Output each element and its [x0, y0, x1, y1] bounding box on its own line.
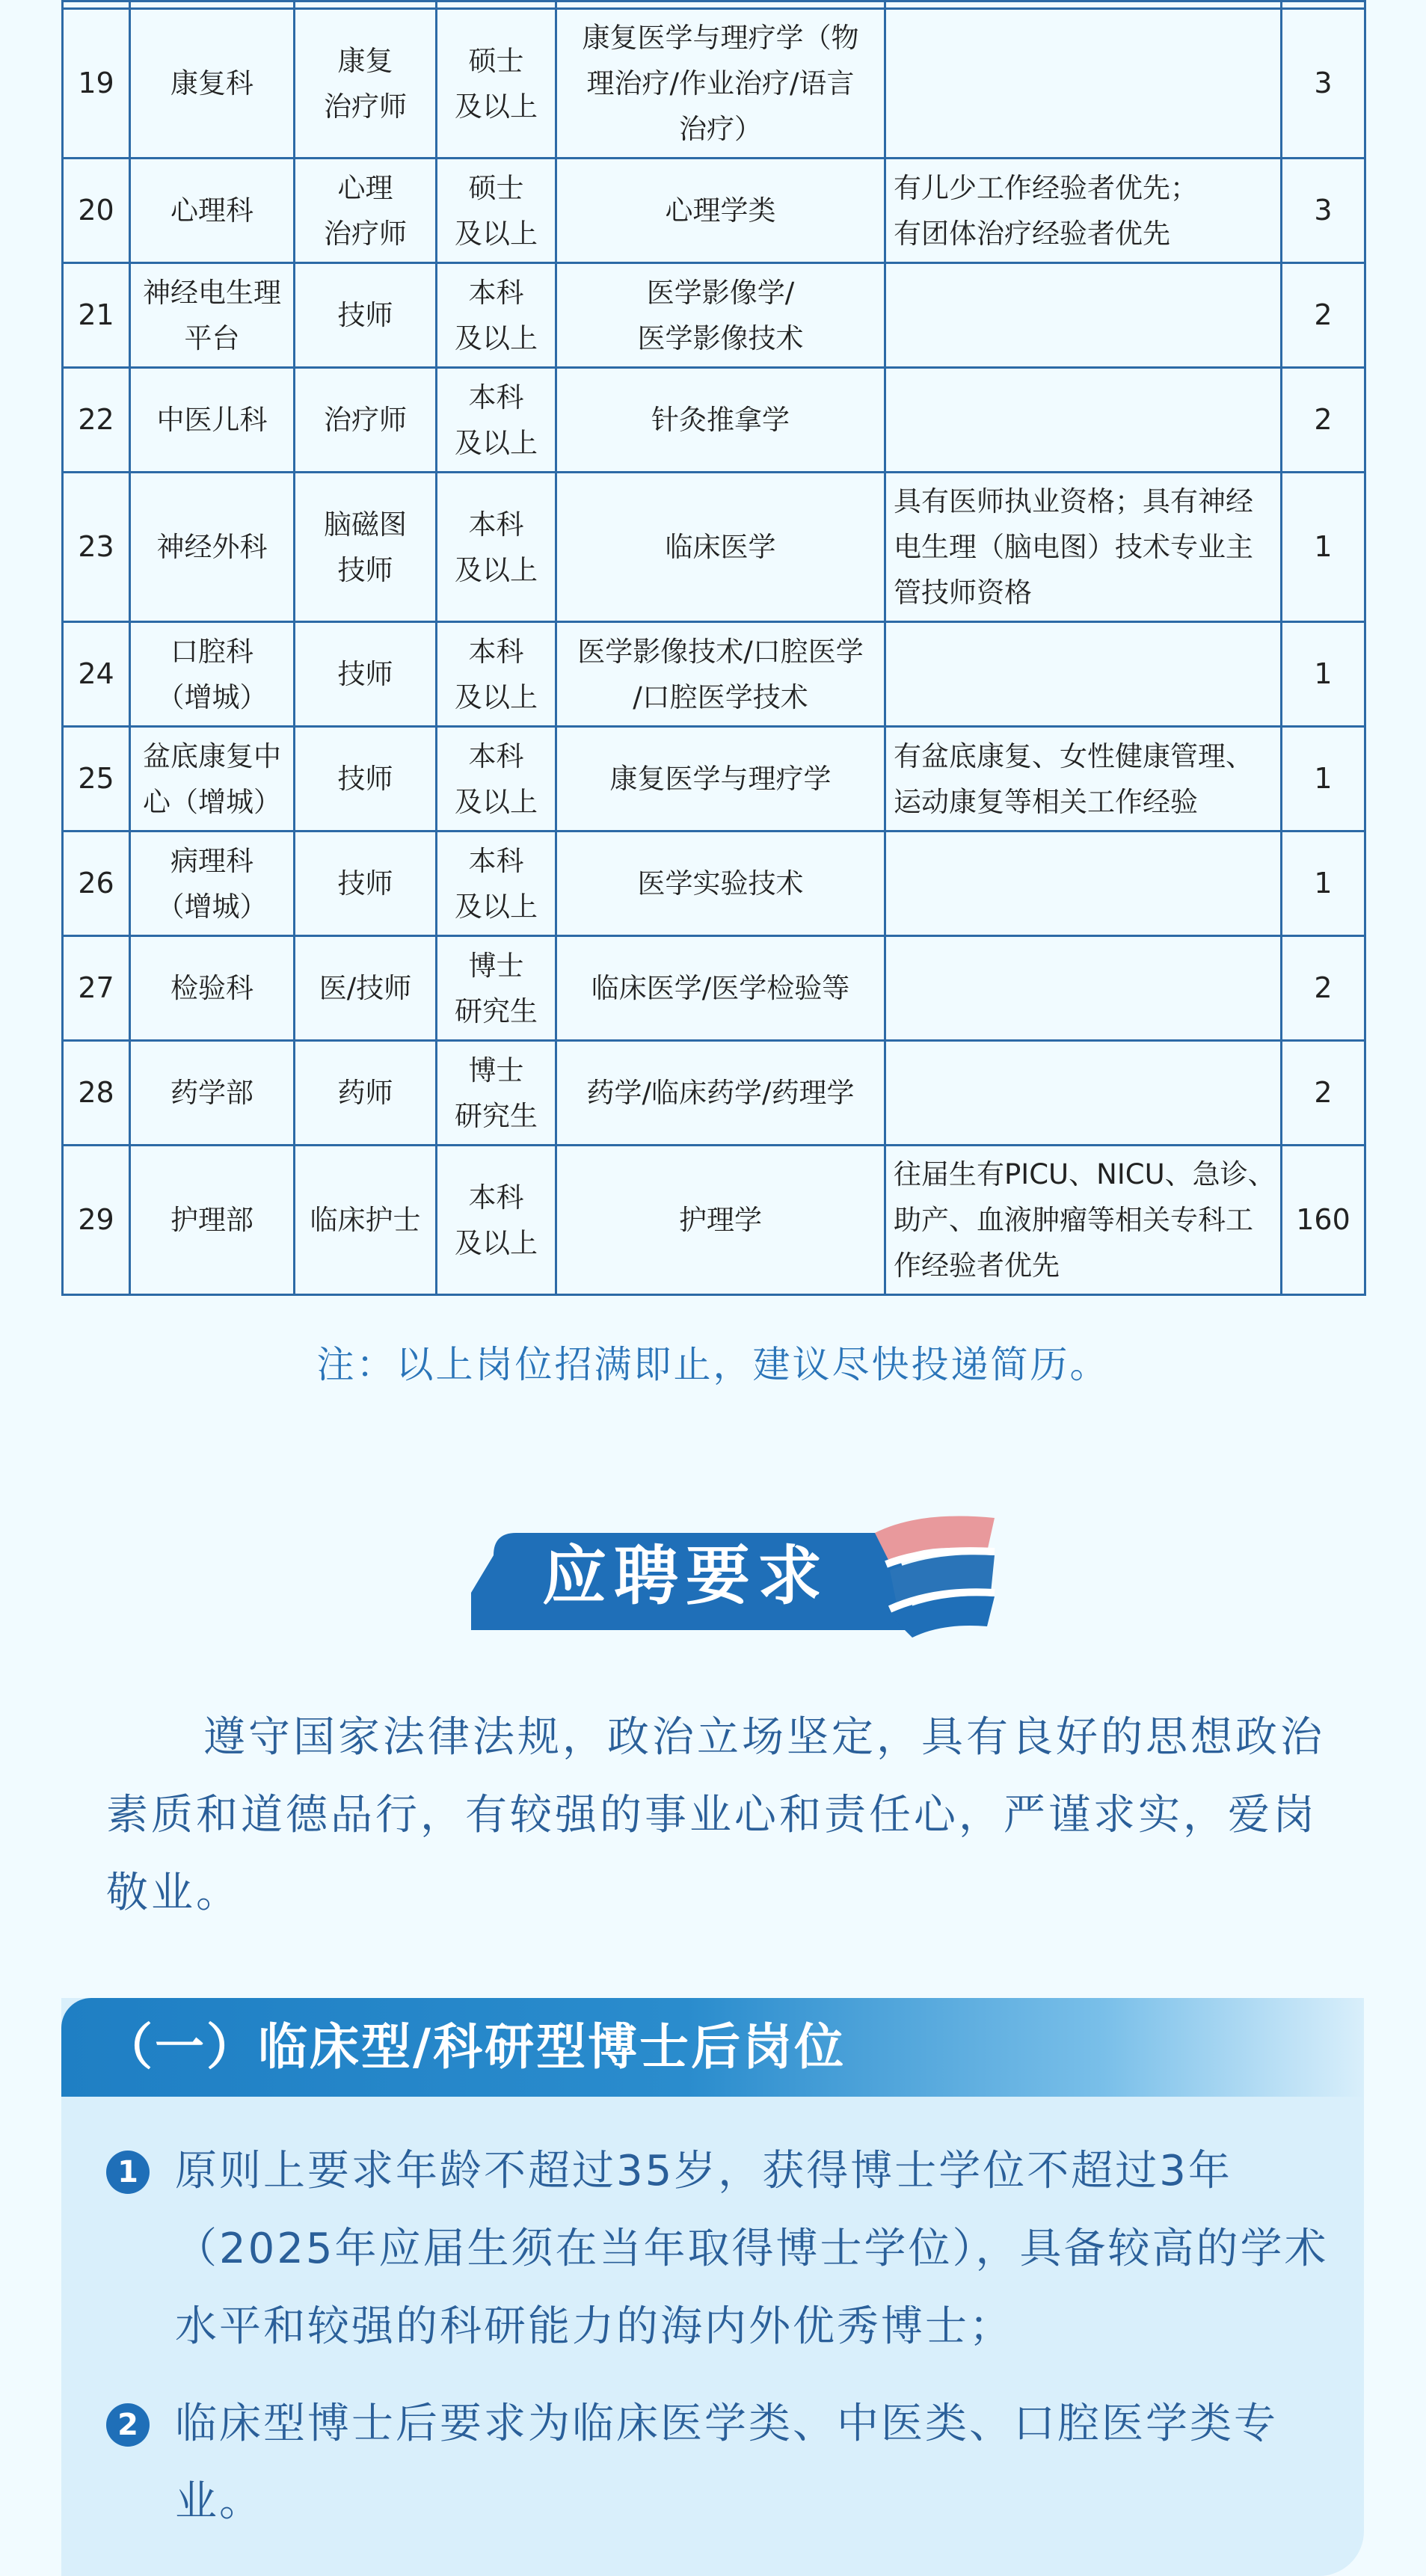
cell-dept: 神经电生理 平台 [130, 263, 295, 368]
cell-post: 技师 [295, 831, 437, 936]
cell-dept: 神经外科 [130, 473, 295, 622]
cell-major: 医学影像技术/口腔医学 /口腔医学技术 [556, 622, 885, 727]
cell-edu: 硕士 及以上 [437, 9, 556, 159]
cell-edu: 本科 及以上 [437, 263, 556, 368]
cell-no: 26 [63, 831, 130, 936]
table-row [63, 727, 1365, 831]
cell-major: 药学/临床药学/药理学 [556, 1041, 885, 1146]
table-row [63, 936, 1365, 1041]
cell-edu: 本科 及以上 [437, 831, 556, 936]
cell-dept: 康复科 [130, 9, 295, 159]
requirement-text: 临床型博士后要求为临床医学类、中医类、口腔医学类专业。 [175, 2400, 1278, 2526]
cell-major: 护理学 [556, 1146, 885, 1295]
table-row [63, 159, 1365, 263]
requirements-card [61, 1998, 1364, 2576]
cell-req [885, 9, 1282, 159]
cell-count: 1 [1282, 727, 1365, 831]
cell-dept [130, 1, 295, 9]
cell-dept: 护理部 [130, 1146, 295, 1295]
cell-count: 1 [1282, 473, 1365, 622]
cell-count: 3 [1282, 159, 1365, 263]
section-title: 应聘要求 [542, 1539, 829, 1614]
table-row [63, 473, 1365, 622]
intro-paragraph: 遵守国家法律法规，政治立场坚定，具有良好的思想政治素质和道德品行，有较强的事业心和责任心，严谨求实，爱岗敬业。 [106, 1713, 1325, 1917]
cell-req [885, 1, 1282, 9]
cell-count: 2 [1282, 368, 1365, 473]
cell-no: 28 [63, 1041, 130, 1146]
cell-post: 临床护士 [295, 1146, 437, 1295]
positions-table-wrap [61, 0, 1364, 1296]
cell-major: 医学实验技术 [556, 831, 885, 936]
cell-req [885, 263, 1282, 368]
table-row [63, 1, 1365, 9]
cell-count [1282, 1, 1365, 9]
cell-major: 康复医学与理疗学 [556, 727, 885, 831]
cell-edu: 本科 及以上 [437, 473, 556, 622]
table-row [63, 368, 1365, 473]
cell-dept: 口腔科 （增城） [130, 622, 295, 727]
cell-no: 25 [63, 727, 130, 831]
table-row [63, 1146, 1365, 1295]
cell-dept: 病理科 （增城） [130, 831, 295, 936]
cell-post: 技师 [295, 622, 437, 727]
cell-no: 27 [63, 936, 130, 1041]
card-title: （一）临床型/科研型博士后岗位 [103, 2018, 846, 2076]
cell-no: 20 [63, 159, 130, 263]
cell-req [885, 368, 1282, 473]
cell-edu: 本科 及以上 [437, 368, 556, 473]
cell-count: 1 [1282, 831, 1365, 936]
cell-req: 有儿少工作经验者优先； 有团体治疗经验者优先 [885, 159, 1282, 263]
cell-major: 针灸推拿学 [556, 368, 885, 473]
cell-major: 医学影像学/ 医学影像技术 [556, 263, 885, 368]
table-row [63, 622, 1365, 727]
cell-no [63, 1, 130, 9]
cell-edu [437, 1, 556, 9]
cell-edu: 本科 及以上 [437, 622, 556, 727]
cell-no: 23 [63, 473, 130, 622]
cell-post: 脑磁图 技师 [295, 473, 437, 622]
table-row [63, 1041, 1365, 1146]
cell-post: 心理 治疗师 [295, 159, 437, 263]
cell-major: 临床医学 [556, 473, 885, 622]
cell-count: 160 [1282, 1146, 1365, 1295]
requirement-item [106, 2385, 1333, 2541]
cell-req: 具有医师执业资格；具有神经 电生理（脑电图）技术专业主 管技师资格 [885, 473, 1282, 622]
table-row [63, 831, 1365, 936]
cell-post: 治疗师 [295, 368, 437, 473]
cell-req: 有盆底康复、女性健康管理、 运动康复等相关工作经验 [885, 727, 1282, 831]
positions-table-body [63, 1, 1365, 1295]
cell-edu: 博士 研究生 [437, 936, 556, 1041]
cell-post [295, 1, 437, 9]
cell-req [885, 622, 1282, 727]
cell-major: 心理学类 [556, 159, 885, 263]
cell-major: 康复医学与理疗学（物 理治疗/作业治疗/语言 治疗） [556, 9, 885, 159]
table-row [63, 263, 1365, 368]
cell-dept: 心理科 [130, 159, 295, 263]
requirement-list [106, 2133, 1333, 2560]
cell-count: 2 [1282, 1041, 1365, 1146]
cell-count: 1 [1282, 622, 1365, 727]
cell-req [885, 936, 1282, 1041]
cell-major: 临床医学/医学检验等 [556, 936, 885, 1041]
requirement-text: 原则上要求年龄不超过35岁，获得博士学位不超过3年（2025年应届生须在当年取得博士学位），具备较高的学术水平和较强的科研能力的海内外优秀博士； [175, 2147, 1329, 2351]
card-header [61, 1998, 1364, 2097]
cell-dept: 盆底康复中 心（增城） [130, 727, 295, 831]
cell-no: 22 [63, 368, 130, 473]
cell-dept: 药学部 [130, 1041, 295, 1146]
cell-major [556, 1, 885, 9]
cell-dept: 检验科 [130, 936, 295, 1041]
cell-post: 康复 治疗师 [295, 9, 437, 159]
cell-no: 19 [63, 9, 130, 159]
cell-no: 29 [63, 1146, 130, 1295]
cell-edu: 本科 及以上 [437, 727, 556, 831]
table-row [63, 9, 1365, 159]
cell-post: 药师 [295, 1041, 437, 1146]
table-note: 注：以上岗位招满即止，建议尽快投递简历。 [316, 1343, 1110, 1386]
cell-req [885, 831, 1282, 936]
cell-dept: 中医儿科 [130, 368, 295, 473]
cell-post: 医/技师 [295, 936, 437, 1041]
requirement-item [106, 2133, 1333, 2366]
cell-post: 技师 [295, 263, 437, 368]
number-badge-icon: 2 [106, 2403, 150, 2447]
cell-edu: 本科 及以上 [437, 1146, 556, 1295]
cell-no: 24 [63, 622, 130, 727]
cell-req [885, 1041, 1282, 1146]
cell-req: 往届生有PICU、NICU、急诊、 助产、血液肿瘤等相关专科工 作经验者优先 [885, 1146, 1282, 1295]
number-badge-icon: 1 [106, 2151, 150, 2194]
cell-count: 3 [1282, 9, 1365, 159]
cell-post: 技师 [295, 727, 437, 831]
cell-count: 2 [1282, 936, 1365, 1041]
section-banner [471, 1510, 1009, 1645]
cell-edu: 博士 研究生 [437, 1041, 556, 1146]
cell-no: 21 [63, 263, 130, 368]
positions-table [61, 0, 1366, 1296]
cell-edu: 硕士 及以上 [437, 159, 556, 263]
cell-count: 2 [1282, 263, 1365, 368]
